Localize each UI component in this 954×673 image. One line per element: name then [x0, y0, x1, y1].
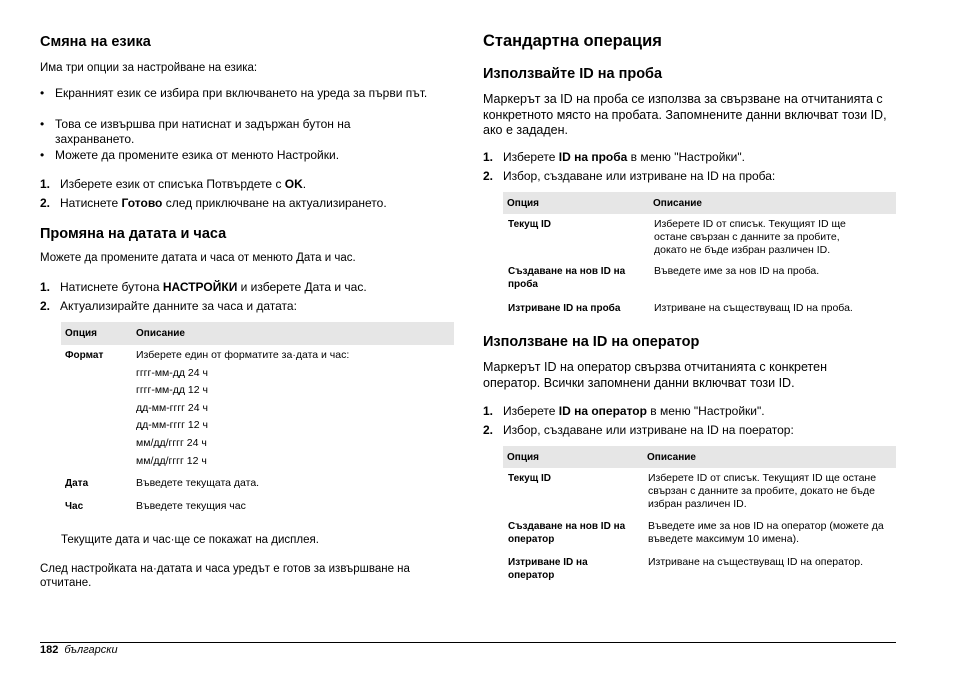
sample-table-header: Опция Описание [503, 192, 896, 214]
page-number: 182 [40, 644, 59, 656]
bullet-icon: • [40, 86, 45, 100]
after-table-text: Текущите дата и час·ще се покажат на дисплея. [61, 534, 319, 546]
bullet-icon: • [40, 148, 45, 162]
operator-table-header: Опция Описание [503, 446, 896, 468]
table-cell: Въведете текущия час [136, 500, 246, 512]
format-option: мм/дд/гггг 12 ч [136, 455, 207, 467]
table-cell: Дата [65, 478, 89, 489]
operator-intro: Маркерът ID на оператор свързва отчитанията с конкретен оператор. Всички запомнени данни включват този ID. [483, 360, 827, 390]
format-option: мм/дд/гггг 24 ч [136, 437, 207, 449]
table-cell: Текущ ID [508, 473, 551, 484]
table-cell: Изтриване ID на проба [508, 303, 621, 314]
date-intro: Можете да промените датата и часа от менюто Дата и час. [40, 252, 356, 264]
closing-text: След настройката на·датата и часа уредът е готов за извършване на отчитане. [40, 563, 410, 589]
date-table-header: Опция Описание [61, 322, 454, 345]
table-cell: Час [65, 501, 84, 512]
format-option: гггг-мм-дд 12 ч [136, 384, 208, 396]
table-cell: Въведете текущата дата. [136, 477, 260, 489]
table-cell: Изтриване на съществуващ ID на проба. [654, 302, 853, 314]
bullet-icon: • [40, 117, 45, 131]
table-cell: Изтриване ID на оператор [508, 557, 588, 581]
sample-intro: Маркерът за ID на проба се използва за свързване на отчитанията с конкретното място на пробата. Запомнените данни включват този ID, ако е зададен. [483, 92, 887, 137]
table-cell: Създаване на нов ID на проба [508, 266, 626, 290]
format-option: дд-мм-гггг 24 ч [136, 402, 208, 414]
table-cell: Изберете ID от списък. Текущият ID ще остане свързан с данните за пробите, докато не бъде избран различен ID. [648, 472, 877, 510]
footer-language: български [64, 644, 118, 656]
table-cell: Изберете ID от списък. Текущият ID ще остане свързан с данните за пробите, докато не бъде избран различен ID. [654, 218, 846, 256]
table-cell: Създаване на нов ID на оператор [508, 521, 626, 545]
page-footer [40, 644, 118, 656]
table-cell: Изтриване на съществуващ ID на оператор. [648, 556, 864, 568]
format-option: дд-мм-гггг 12 ч [136, 419, 208, 431]
footer-divider [40, 642, 896, 643]
table-cell: Формат [65, 350, 104, 361]
language-heading: Смяна на езика [40, 34, 151, 50]
operator-heading: Използване на ID на оператор [483, 334, 700, 350]
page-title: Стандартна операция [483, 32, 662, 50]
table-cell: Въведете име за нов ID на оператор (можете да въведете максимум 10 имена). [648, 520, 884, 545]
sample-heading: Използвайте ID на проба [483, 66, 663, 82]
table-cell: Въведете име за нов ID на проба. [654, 265, 820, 277]
table-cell: Изберете един от форматите за·дата и час: [136, 349, 350, 361]
date-heading: Промяна на датата и часа [40, 226, 227, 242]
table-cell: Текущ ID [508, 219, 551, 230]
format-option: гггг-мм-дд 24 ч [136, 367, 208, 379]
language-intro: Има три опции за настройване на езика: [40, 62, 258, 74]
